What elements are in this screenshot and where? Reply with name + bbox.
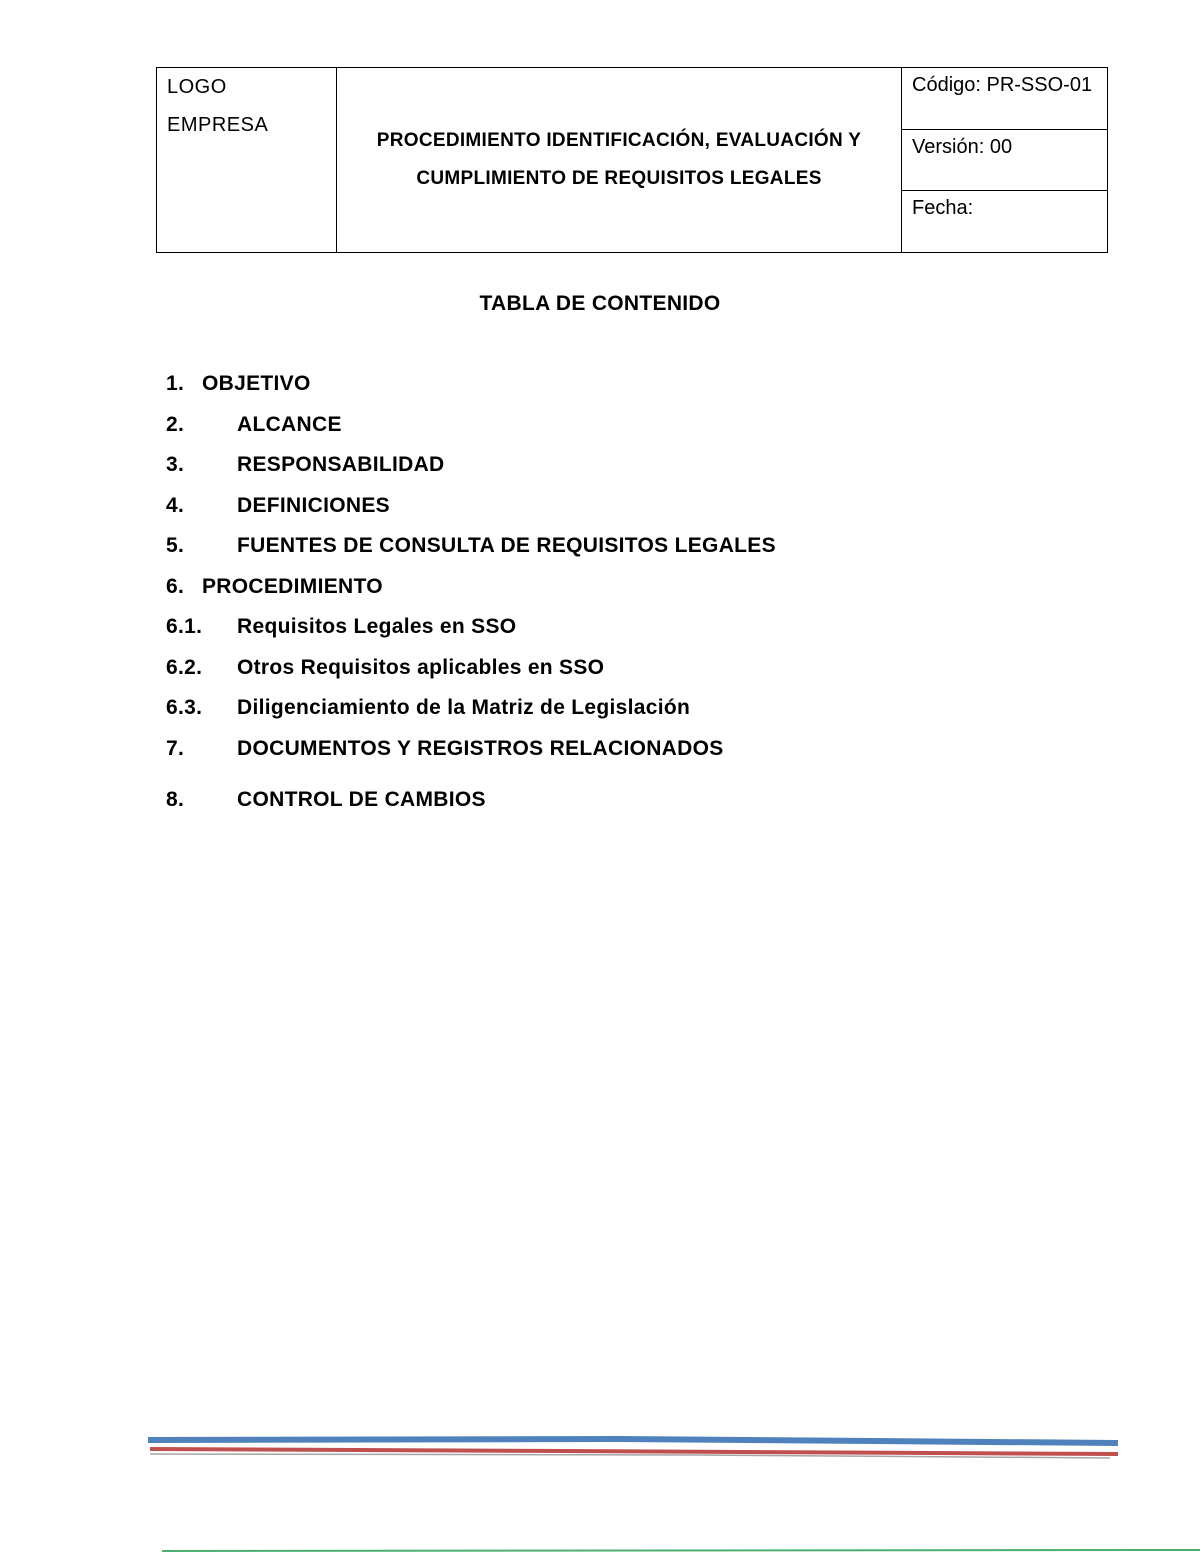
toc-item-label: Requisitos Legales en SSO: [237, 615, 517, 638]
toc-item: [166, 573, 776, 614]
toc-item-number: 4.: [166, 493, 185, 517]
toc-item: [166, 786, 776, 827]
toc-item-label: OBJETIVO: [202, 372, 311, 395]
toc-item: [166, 370, 776, 411]
toc-item-number: 8.: [166, 788, 185, 811]
toc-list: [166, 370, 776, 827]
document-title-line2: CUMPLIMIENTO DE REQUISITOS LEGALES: [416, 168, 822, 189]
toc-item-number: 1.: [166, 372, 185, 395]
toc-item-label: FUENTES DE CONSULTA DE REQUISITOS LEGALES: [237, 534, 776, 557]
toc-item-label: DOCUMENTOS Y REGISTROS RELACIONADOS: [237, 736, 724, 760]
logo-text: LOGO: [167, 76, 227, 98]
toc-item: [166, 735, 776, 776]
toc-item-number: 6.: [166, 574, 185, 598]
toc-item-label: ALCANCE: [237, 412, 342, 436]
document-version: Versión: 00: [902, 129, 1108, 191]
toc-title: TABLA DE CONTENIDO: [479, 292, 721, 315]
toc-item: [166, 613, 776, 654]
document-date: Fecha:: [902, 191, 1108, 253]
toc-item: [166, 451, 776, 492]
toc-item-label: PROCEDIMIENTO: [202, 574, 383, 598]
document-title-cell: [337, 68, 902, 253]
footer-red-line: [150, 1449, 1118, 1454]
toc-item: [166, 654, 776, 695]
toc-item-label: Otros Requisitos aplicables en SSO: [237, 655, 605, 679]
footer-green-line: [162, 1550, 1200, 1551]
document-code: Código: PR-SSO-01: [902, 68, 1108, 130]
toc-item-label: DEFINICIONES: [237, 493, 390, 517]
toc-item: [166, 694, 776, 735]
toc-item: [166, 492, 776, 533]
toc-item: [166, 532, 776, 573]
toc-item-label: CONTROL DE CAMBIOS: [237, 788, 486, 811]
toc-item-number: 6.3.: [166, 696, 203, 719]
document-header-table: [156, 67, 1108, 253]
toc-item-number: 3.: [166, 453, 185, 476]
logo-cell: [157, 68, 337, 253]
company-text: EMPRESA: [167, 114, 269, 136]
toc-item-number: 7.: [166, 736, 185, 760]
document-title-line1: PROCEDIMIENTO IDENTIFICACIÓN, EVALUACIÓN Y: [376, 130, 862, 151]
toc-item-label: Diligenciamiento de la Matriz de Legislación: [237, 696, 691, 719]
toc-item-number: 6.1.: [166, 615, 203, 638]
toc-item-number: 6.2.: [166, 655, 203, 679]
toc-item-number: 5.: [166, 534, 185, 557]
toc-item-label: RESPONSABILIDAD: [237, 453, 445, 476]
toc-item: [166, 411, 776, 452]
footer-decoration: [0, 1430, 1200, 1553]
footer-blue-line: [148, 1439, 1118, 1443]
toc-item-number: 2.: [166, 412, 185, 436]
